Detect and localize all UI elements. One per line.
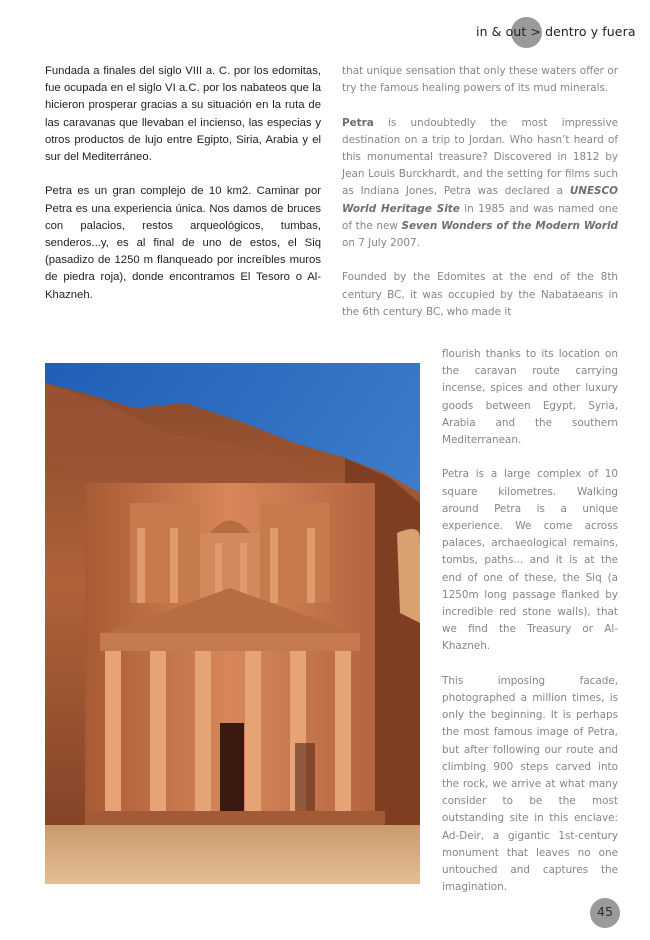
paragraph-en-4: This imposing facade, photographed a million times, is only the beginning. It is perhaps the most famous image of Petra, but after following our route and climbing 900 steps carved into the rock, we arrive at what many consider to be the most outstanding site in this enclave: Ad-Deir, a gigantic 1st-century monument that leaves no one untouched and captures the imagination. — [442, 674, 618, 894]
page-number: 45 — [597, 904, 613, 919]
section-header: in & out > dentro y fuera — [476, 24, 636, 39]
paragraph-es-2: Petra es un gran complejo de 10 km2. Caminar por Petra es una experiencia única. Nos damos de bruces con palacios, restos arqueológicos, tumbas, senderos...y, es al final de uno de estos, el Siq (pasadizo de 1250 m flanqueado por increíbles muros de piedra roja), donde encontramos El Tesoro o Al-Khazneh. — [45, 185, 321, 301]
petra-treasury-photo — [45, 363, 420, 884]
paragraph-en-1-text-b: in 1985 and was named one of the new — [342, 202, 618, 232]
paragraph-en-1-text-a: is undoubtedly the most impressive destination on a trip to Jordan. Who hasn’t heard of this monumental treasure? Discovered in 1812 by Jean Louis Burckhardt, and the setting for films such as Indiana Jones, Petra was declared a — [342, 116, 618, 198]
paragraph-en-0: that unique sensation that only these waters offer or try the famous healing powers of its mud minerals. — [342, 65, 618, 95]
english-narrow-column — [442, 346, 618, 914]
paragraph-es-1: Fundada a finales del siglo VIII a. C. por los edomitas, fue ocupada en el siglo VI a.C. por los nabateos que la hicieron prosperar gracias a su situación en la ruta de las caravanas que llevaban el incienso, las especias y otros productos de lujo entre Egipto, Siria, Arabia y el sur del Mediterráneo. — [45, 65, 321, 164]
paragraph-en-1-text-c: on 7 July 2007. — [342, 237, 420, 250]
paragraph-en-3: Petra is a large complex of 10 square kilometres. Walking around Petra is a unique experience. We come across palaces, archaeological remains, tombs, paths... and it is at the end of one of these, the Siq (a 1250m long passage flanked by incredible red stone walls), that we find the Treasury or Al-Khazneh. — [442, 468, 618, 653]
unesco-emphasis: UNESCO World Heritage Site — [342, 185, 618, 215]
english-text-column — [342, 63, 618, 321]
seven-wonders-emphasis: Seven Wonders of the Modern World — [401, 219, 618, 232]
paragraph-en-1 — [342, 115, 618, 253]
spanish-text-column — [45, 63, 321, 321]
paragraph-en-2-cont: flourish thanks to its location on the caravan route carrying incense, spices and other luxury goods between Egypt, Syria, Arabia and the southern Mediterranean. — [442, 348, 618, 447]
petra-lead: Petra — [342, 116, 374, 129]
paragraph-en-2: Founded by the Edomites at the end of the 8th century BC, it was occupied by the Nabataeans in the 6th century BC, who made it — [342, 271, 618, 318]
